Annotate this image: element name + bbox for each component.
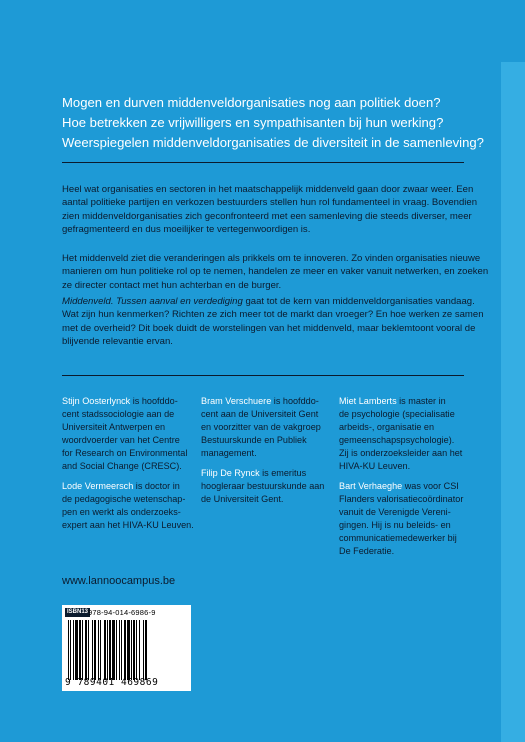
barcode-digits: 9 789401 469869: [65, 677, 159, 688]
barcode-bars: [68, 620, 186, 680]
text-line: Zij is onderzoeksleider aan het: [339, 448, 463, 458]
text-line: cent aan de Universiteit Gent: [201, 409, 319, 419]
text-line: Wat zijn hun kenmerken? Richten ze zich meer tot de markt dan vroeger? En hoe werken ze samen: [62, 309, 484, 321]
text-line: Universiteit Antwerpen en: [62, 422, 166, 432]
barcode-bar: [73, 620, 74, 680]
barcode-label: [62, 605, 191, 691]
author-column-2: [201, 395, 324, 513]
author-name: Bram Verschuere: [201, 396, 272, 406]
text-fragment: is hoofddo-: [130, 396, 178, 406]
barcode-bar: [124, 620, 126, 680]
question-3: Weerspiegelen middenveldorganisaties de diversiteit in de samenleving?: [62, 135, 484, 150]
barcode-bar: [131, 620, 132, 680]
author-bio: [62, 395, 194, 473]
paragraph-3: [62, 295, 484, 348]
barcode-bar: [127, 620, 130, 680]
author-name: Lode Vermeersch: [62, 481, 134, 491]
barcode-bar: [139, 620, 140, 680]
text-line: gingen. Hij is nu beleids- en: [339, 520, 451, 530]
bio-first-line: [339, 395, 463, 408]
text-line: arbeids-, organisatie en: [339, 422, 435, 432]
text-line: manieren om hun politieke rol op te nemen, handelen ze meer en vaker vanuit netwerken, en zoeken: [62, 266, 489, 278]
text-line: and Social Change (CRESC).: [62, 461, 182, 471]
author-name: Filip De Rynck: [201, 468, 260, 478]
author-name: Stijn Oosterlynck: [62, 396, 131, 406]
text-line: de pedagogische wetenschap-: [62, 494, 186, 504]
text-line: blijvende relevantie ervan.: [62, 335, 173, 347]
text-line: de psychologie (specialisatie: [339, 409, 455, 419]
text-line: de Universiteit Gent.: [201, 494, 284, 504]
paragraph-2: [62, 252, 489, 292]
text-line: for Research on Environmental: [62, 448, 188, 458]
text-fragment: is doctor in: [133, 481, 180, 491]
text-line: aantal politieke partijen en verkozen bestuurders stellen hun rol fundamenteel in vraag. Bovendien: [62, 197, 478, 209]
author-bio: [62, 480, 194, 532]
question-2: Hoe betrekken ze vrijwilligers en sympathisanten bij hun werking?: [62, 115, 444, 130]
text-line: De Federatie.: [339, 546, 395, 556]
bio-first-line: [201, 395, 324, 408]
isbn-number: 978-94-014-6986-9: [88, 608, 156, 617]
question-1: Mogen en durven middenveldorganisaties nog aan politiek doen?: [62, 95, 441, 110]
divider-top: [62, 162, 464, 163]
author-bio: [339, 395, 463, 473]
text-line: [62, 295, 475, 308]
barcode-bar: [94, 620, 96, 680]
barcode-bar: [104, 620, 106, 680]
barcode-bar: [109, 620, 111, 680]
spine-strip: [501, 62, 525, 742]
barcode-bar: [85, 620, 87, 680]
text-line: gemeenschapspsychologie).: [339, 435, 455, 445]
text-line: gefragmenteerd en dus moeilijker te vertegenwoordigen is.: [62, 223, 311, 235]
text-fragment: is master in: [396, 396, 446, 406]
barcode-bar: [68, 620, 69, 680]
barcode-bar: [82, 620, 83, 680]
author-bio: [201, 467, 324, 506]
text-line: management.: [201, 448, 257, 458]
isbn-tag: ISBN13: [67, 609, 89, 615]
barcode-bar: [136, 620, 137, 680]
text-line: met de overheid? Dit boek duidt de worstelingen van het middenveld, maar beklemtoont vooral de: [62, 322, 476, 334]
barcode-bar: [92, 620, 93, 680]
author-bio: [201, 395, 324, 460]
barcode-bar: [121, 620, 122, 680]
barcode-bar: [112, 620, 115, 680]
bio-first-line: [62, 480, 194, 493]
text-line: vanuit de Verenigde Vereni-: [339, 507, 451, 517]
barcode-bar: [107, 620, 108, 680]
questions-block: [62, 93, 484, 153]
barcode-bar: [116, 620, 117, 680]
text-line: en voorzitter van de vakgroep: [201, 422, 321, 432]
barcode-bar: [143, 620, 144, 680]
text-fragment: gaat tot de kern van middenveldorganisaties vandaag.: [242, 296, 475, 307]
text-line: HIVA-KU Leuven.: [339, 461, 411, 471]
text-line: zien middenveldorganisaties zich geconfronteerd met een samenleving die steeds diverser, meer: [62, 210, 472, 222]
barcode-bar: [100, 620, 101, 680]
barcode-bar: [145, 620, 147, 680]
text-fragment: is hoofddo-: [271, 396, 319, 406]
publisher-website[interactable]: www.lannoocampus.be: [62, 575, 176, 587]
barcode-bar: [133, 620, 135, 680]
text-line: Het middenveld ziet die veranderingen als prikkels om te innoveren. Zo vinden organisaties nieuwe: [62, 253, 481, 264]
text-line: Heel wat organisaties en sectoren in het maatschappelijk middenveld gaan door zwaar weer. Een: [62, 184, 474, 195]
text-line: Flanders valorisatiecoördinator: [339, 494, 464, 504]
text-line: pen en werkt als onderzoeks-: [62, 507, 181, 517]
barcode-bar: [70, 620, 71, 680]
book-title: Middenveld. Tussen aanval en verdediging: [62, 296, 243, 307]
barcode-bar: [98, 620, 99, 680]
text-line: expert aan het HIVA-KU Leuven.: [62, 520, 194, 530]
author-name: Bart Verhaeghe: [339, 481, 403, 491]
text-fragment: is emeritus: [259, 468, 307, 478]
bio-first-line: [339, 480, 463, 493]
text-line: communicatiemedewerker bij: [339, 533, 457, 543]
text-fragment: was voor CSI: [402, 481, 459, 491]
text-line: ze directer contact met hun achterban en de burger.: [62, 279, 282, 291]
bio-first-line: [62, 395, 194, 408]
divider-middle: [62, 375, 464, 376]
barcode-bar: [88, 620, 89, 680]
text-line: woordvoerder van het Centre: [62, 435, 180, 445]
text-line: cent stadssociologie aan de: [62, 409, 175, 419]
paragraph-1: [62, 183, 478, 236]
barcode-bar: [79, 620, 81, 680]
bio-first-line: [201, 467, 324, 480]
text-line: hoogleraar bestuurskunde aan: [201, 481, 325, 491]
author-name: Miet Lamberts: [339, 396, 397, 406]
author-column-1: [62, 395, 194, 539]
barcode-bar: [75, 620, 78, 680]
barcode-bar: [119, 620, 120, 680]
author-column-3: [339, 395, 463, 565]
author-bio: [339, 480, 463, 558]
text-line: Bestuurskunde en Publiek: [201, 435, 307, 445]
